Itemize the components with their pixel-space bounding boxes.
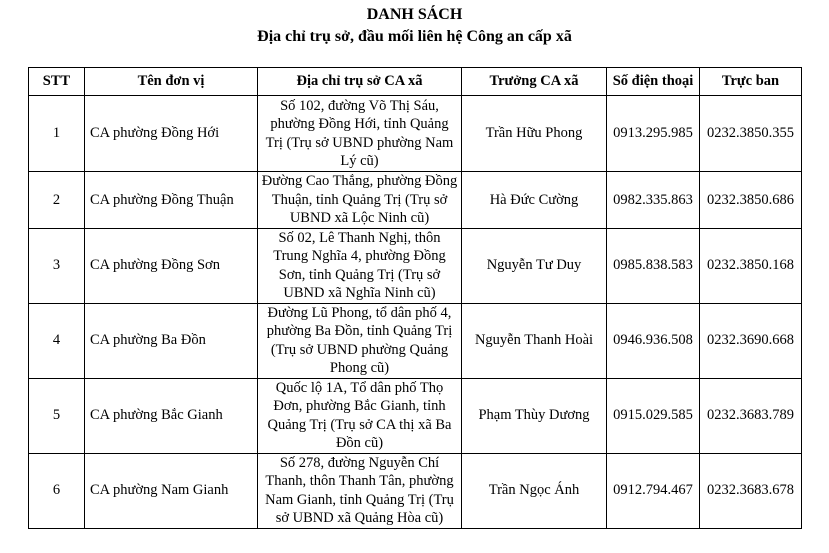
table-row (29, 172, 802, 229)
cell-address: Số 02, Lê Thanh Nghị, thôn Trung Nghĩa 4, phường Đồng Sơn, tỉnh Quảng Trị (Trụ sở UBND xã Nghĩa Ninh cũ) (258, 228, 462, 303)
header-duty: Trực ban (700, 68, 802, 96)
cell-phone: 0913.295.985 (607, 96, 700, 172)
cell-unit: CA phường Ba Đồn (85, 303, 258, 378)
table-row (29, 378, 802, 453)
header-phone: Số điện thoại (607, 68, 700, 96)
header-unit: Tên đơn vị (85, 68, 258, 96)
header-chief: Trưởng CA xã (462, 68, 607, 96)
cell-stt: 4 (29, 303, 85, 378)
cell-phone: 0946.936.508 (607, 303, 700, 378)
cell-stt: 1 (29, 96, 85, 172)
cell-stt: 6 (29, 453, 85, 528)
header-stt: STT (29, 68, 85, 96)
cell-duty: 0232.3683.678 (700, 453, 802, 528)
table-row (29, 228, 802, 303)
cell-unit: CA phường Đồng Sơn (85, 228, 258, 303)
cell-address: Quốc lộ 1A, Tổ dân phố Thọ Đơn, phường Bắc Gianh, tỉnh Quảng Trị (Trụ sở CA thị xã Ba Đồn cũ) (258, 378, 462, 453)
cell-chief: Hà Đức Cường (462, 172, 607, 229)
cell-address: Số 278, đường Nguyễn Chí Thanh, thôn Thanh Tân, phường Nam Gianh, tỉnh Quảng Trị (Trụ sở UBND xã Quảng Hòa cũ) (258, 453, 462, 528)
cell-chief: Nguyễn Thanh Hoài (462, 303, 607, 378)
cell-phone: 0912.794.467 (607, 453, 700, 528)
table-row (29, 96, 802, 172)
cell-address: Đường Cao Thắng, phường Đồng Thuận, tỉnh Quảng Trị (Trụ sở UBND xã Lộc Ninh cũ) (258, 172, 462, 229)
cell-chief: Nguyễn Tư Duy (462, 228, 607, 303)
cell-duty: 0232.3850.168 (700, 228, 802, 303)
cell-duty: 0232.3683.789 (700, 378, 802, 453)
cell-phone: 0985.838.583 (607, 228, 700, 303)
cell-stt: 2 (29, 172, 85, 229)
cell-chief: Trần Hữu Phong (462, 96, 607, 172)
cell-phone: 0915.029.585 (607, 378, 700, 453)
table-row (29, 303, 802, 378)
police-station-table (28, 67, 802, 529)
cell-address: Số 102, đường Võ Thị Sáu, phường Đồng Hới, tỉnh Quảng Trị (Trụ sở UBND phường Nam Lý cũ) (258, 96, 462, 172)
cell-duty: 0232.3850.686 (700, 172, 802, 229)
header-address: Địa chỉ trụ sở CA xã (258, 68, 462, 96)
cell-phone: 0982.335.863 (607, 172, 700, 229)
cell-stt: 3 (29, 228, 85, 303)
cell-duty: 0232.3850.355 (700, 96, 802, 172)
cell-chief: Trần Ngọc Ánh (462, 453, 607, 528)
cell-unit: CA phường Đồng Thuận (85, 172, 258, 229)
document-subtitle: Địa chỉ trụ sở, đầu mối liên hệ Công an cấp xã (257, 28, 572, 45)
cell-chief: Phạm Thùy Dương (462, 378, 607, 453)
cell-stt: 5 (29, 378, 85, 453)
table-row (29, 453, 802, 528)
cell-unit: CA phường Bắc Gianh (85, 378, 258, 453)
cell-duty: 0232.3690.668 (700, 303, 802, 378)
cell-address: Đường Lũ Phong, tổ dân phố 4, phường Ba Đồn, tỉnh Quảng Trị (Trụ sở UBND phường Quảng Phong cũ) (258, 303, 462, 378)
table-header-row (29, 68, 802, 96)
cell-unit: CA phường Đồng Hới (85, 96, 258, 172)
cell-unit: CA phường Nam Gianh (85, 453, 258, 528)
document-title: DANH SÁCH (366, 6, 463, 23)
